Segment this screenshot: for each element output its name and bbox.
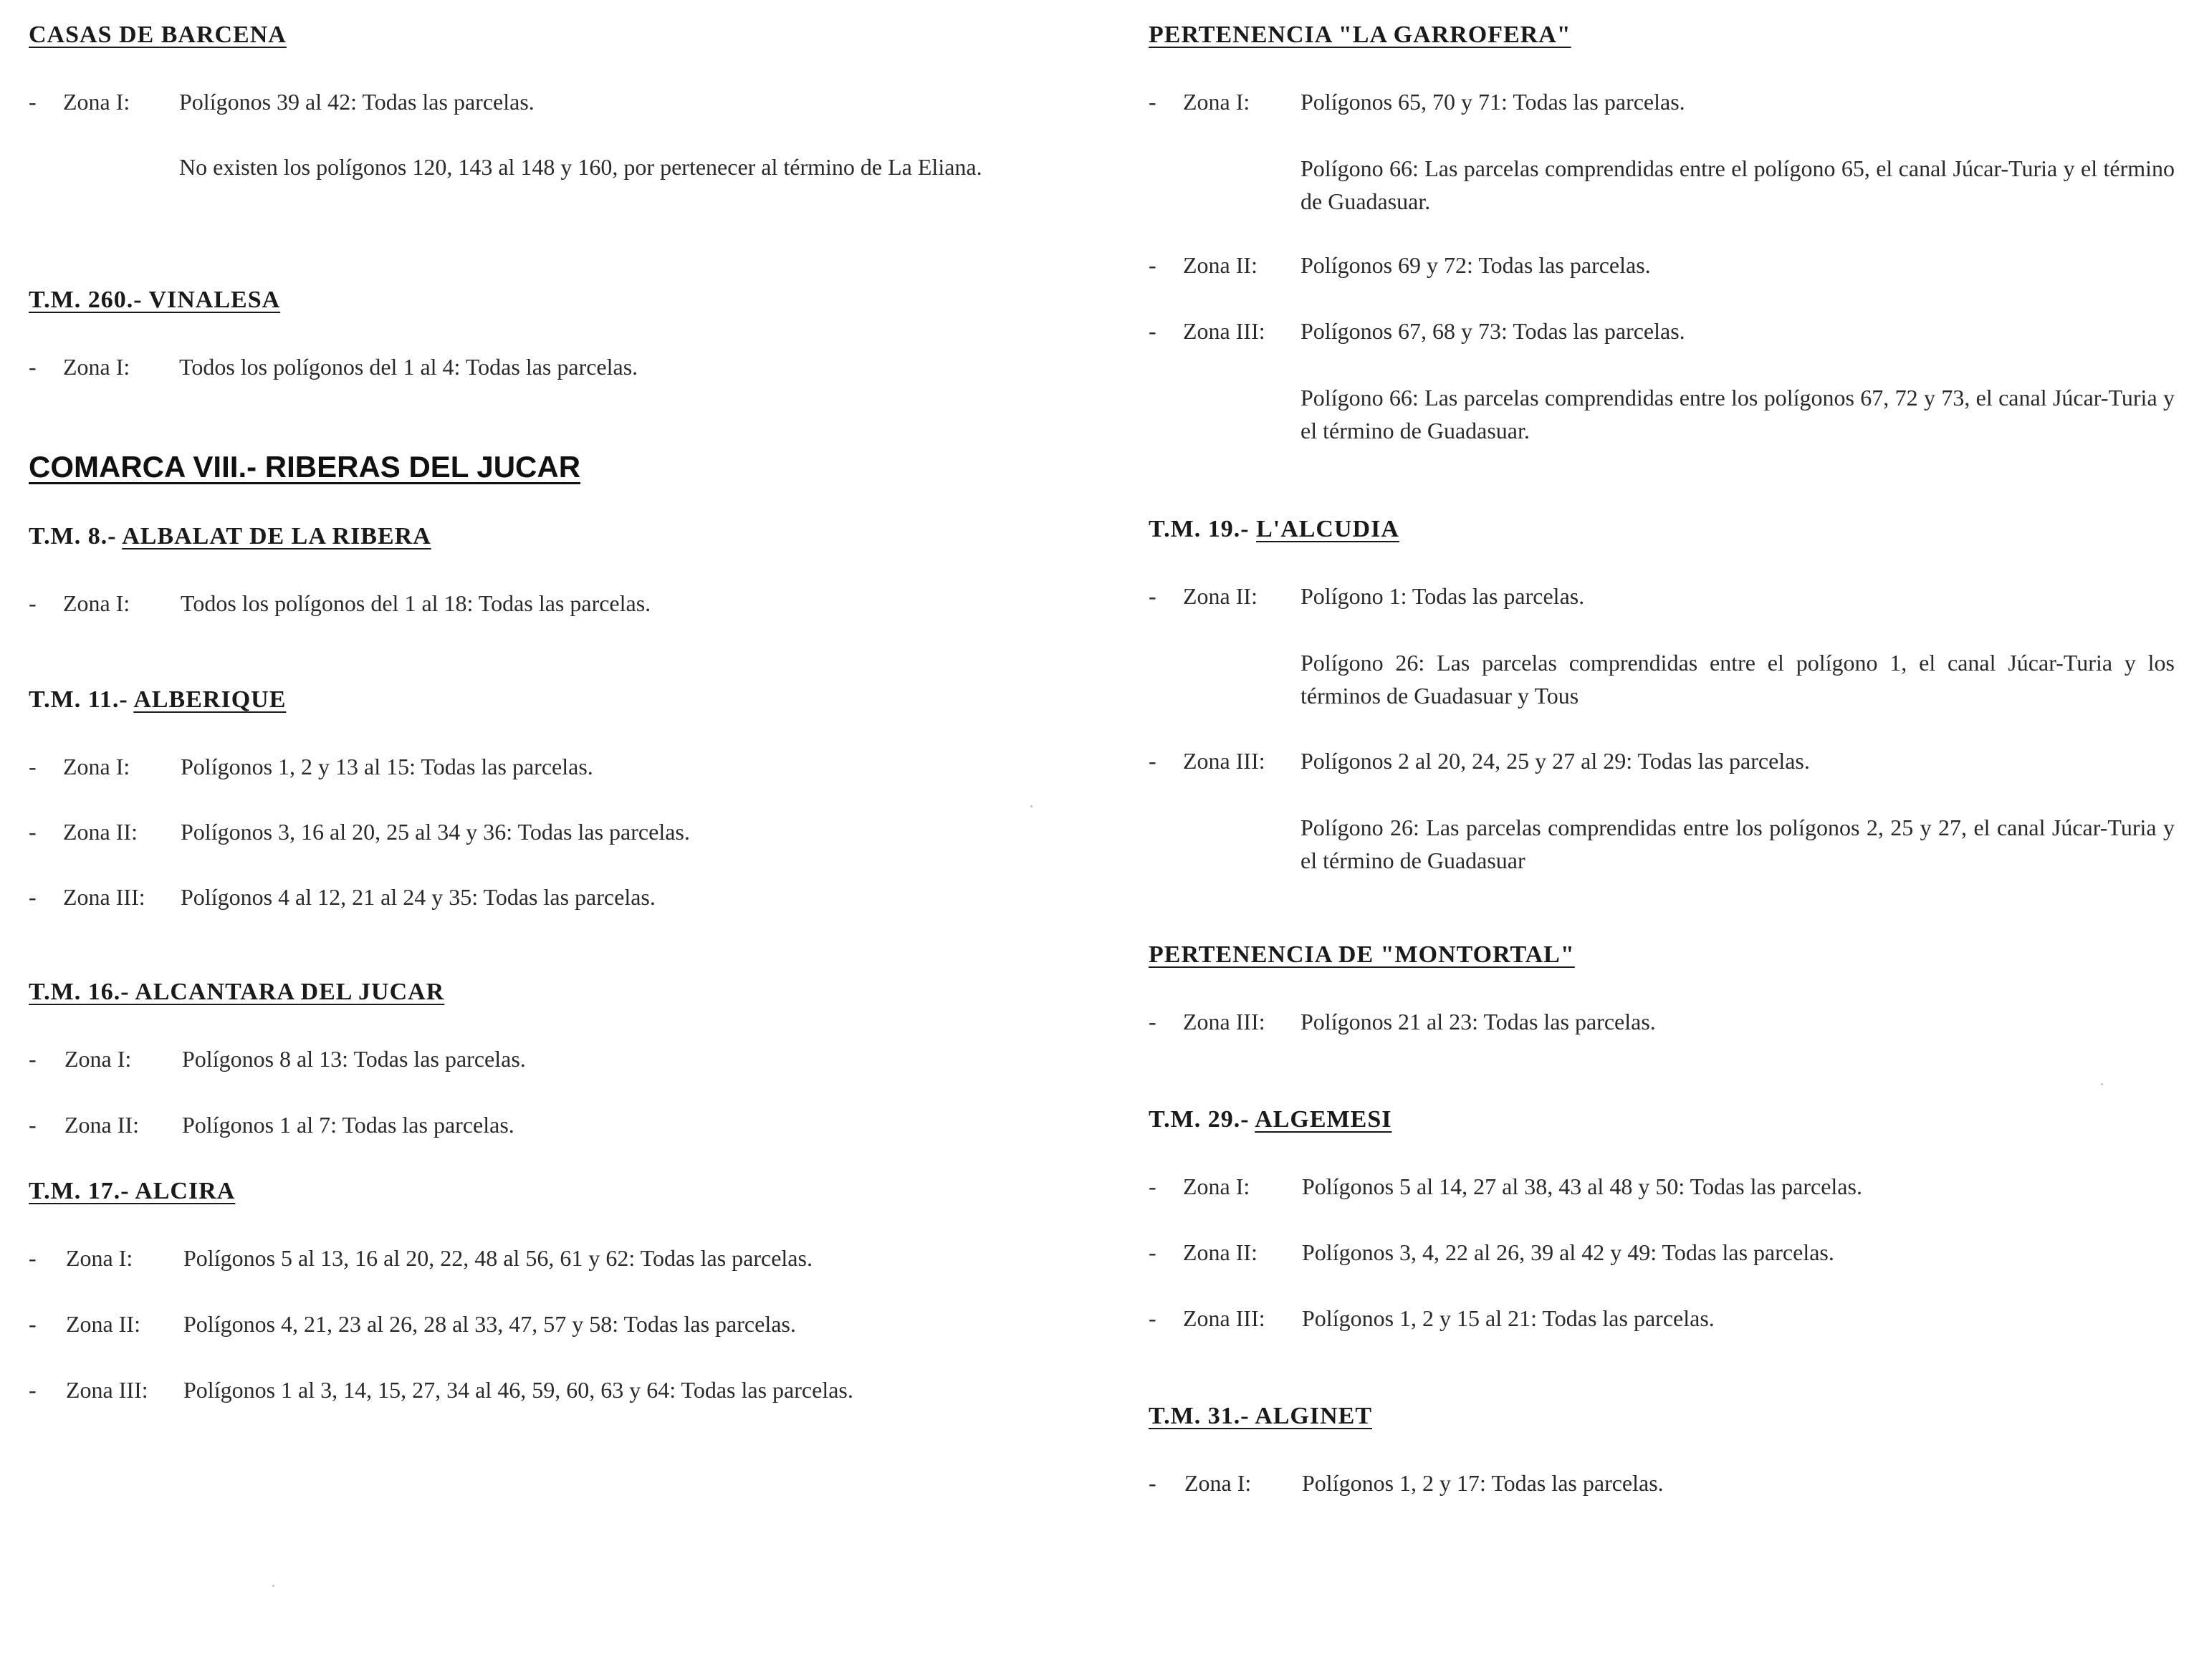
bullet-dash: - [1149,89,1156,115]
zona-text: Polígonos 8 al 13: Todas las parcelas. [182,1046,526,1072]
zona-label: Zona III: [1183,1305,1265,1331]
zona-text: Polígonos 3, 4, 22 al 26, 39 al 42 y 49: Todas las parcelas. [1302,1239,1834,1265]
note-paragraph: No existen los polígonos 120, 143 al 148 y 160, por pertenecer al término de La Eliana. [179,154,982,180]
bullet-dash: - [1149,1173,1156,1199]
bullet-dash: - [29,1046,37,1072]
note-paragraph: Polígono 66: Las parcelas comprendidas entre el polígono 65, el canal Júcar-Turia y el término de Guadasuar. [1300,155,2175,214]
zona-text: Polígonos 2 al 20, 24, 25 y 27 al 29: Todas las parcelas. [1300,748,1810,774]
heading-name: ALBERIQUE [133,686,287,713]
zona-text: Polígonos 1 al 3, 14, 15, 27, 34 al 46, 59, 60, 63 y 64: Todas las parcelas. [183,1377,853,1403]
heading-name: ALGEMESI [1255,1106,1392,1133]
zona-label: Zona II: [1183,252,1258,278]
bullet-dash: - [29,819,37,845]
bullet-dash: - [1149,583,1156,609]
scan-speck [272,1585,274,1587]
zona-label: Zona III: [1183,318,1265,344]
zona-text: Polígonos 1, 2 y 17: Todas las parcelas. [1302,1470,1664,1496]
zona-text: Todos los polígonos del 1 al 4: Todas las parcelas. [179,354,638,380]
right-column [1097,0,2194,1680]
scan-speck [2101,1083,2103,1085]
zona-label: Zona II: [63,819,138,845]
section-heading-casas-de-barcena: CASAS DE BARCENA [29,21,287,48]
scan-speck [1030,805,1033,807]
bullet-dash: - [1149,1239,1156,1265]
bullet-dash: - [29,1311,37,1337]
zona-label: Zona I: [66,1245,133,1271]
zona-label: Zona I: [64,1046,132,1072]
zona-label: Zona II: [64,1112,139,1138]
section-heading-lalcudia [1149,516,1399,543]
heading-prefix: T.M. 8.- [29,523,117,549]
zona-label: Zona I: [63,89,130,115]
bullet-dash: - [29,1377,37,1403]
heading-name: L'ALCUDIA [1256,516,1399,542]
zona-text: Polígonos 39 al 42: Todas las parcelas. [179,89,535,115]
zona-label: Zona II: [66,1311,140,1337]
zona-text: Polígonos 69 y 72: Todas las parcelas. [1300,252,1651,278]
zona-text: Polígonos 21 al 23: Todas las parcelas. [1300,1009,1656,1035]
note-paragraph: Polígono 66: Las parcelas comprendidas entre los polígonos 67, 72 y 73, el canal Júcar-Turia y el término de Guadasuar. [1300,385,2175,443]
zona-text: Polígonos 5 al 13, 16 al 20, 22, 48 al 56, 61 y 62: Todas las parcelas. [183,1245,813,1271]
bullet-dash: - [29,884,37,910]
section-heading-montortal: PERTENENCIA DE "MONTORTAL" [1149,941,1575,968]
bullet-dash: - [1149,1009,1156,1035]
zona-text: Polígonos 3, 16 al 20, 25 al 34 y 36: Todas las parcelas. [181,819,690,845]
bullet-dash: - [1149,748,1156,774]
bullet-dash: - [1149,1470,1156,1496]
heading-prefix: T.M. 29.- [1149,1106,1250,1133]
note-paragraph: Polígono 26: Las parcelas comprendidas entre los polígonos 2, 25 y 27, el canal Júcar-Turia y el término de Guadasuar [1300,815,2175,873]
zona-text: Polígonos 1 al 7: Todas las parcelas. [182,1112,514,1138]
zona-label: Zona II: [1183,1239,1258,1265]
zona-label: Zona I: [63,754,130,779]
section-heading-alberique [29,686,286,714]
zona-text: Polígonos 67, 68 y 73: Todas las parcelas. [1300,318,1685,344]
zona-label: Zona I: [1183,89,1250,115]
heading-prefix: T.M. 19.- [1149,516,1250,542]
zona-label: Zona III: [63,884,145,910]
zona-text: Polígonos 65, 70 y 71: Todas las parcelas. [1300,89,1685,115]
heading-prefix: T.M. 11.- [29,686,128,713]
bullet-dash: - [29,89,37,115]
zona-label: Zona I: [63,354,130,380]
bullet-dash: - [29,590,37,616]
zona-label: Zona I: [1184,1470,1252,1496]
zona-label: Zona III: [1183,1009,1265,1035]
zona-text: Todos los polígonos del 1 al 18: Todas las parcelas. [181,590,651,616]
heading-name: ALBALAT DE LA RIBERA [122,523,431,549]
zona-label: Zona II: [1183,583,1258,609]
zona-text: Polígonos 1, 2 y 13 al 15: Todas las parcelas. [181,754,593,779]
section-heading-la-garrofera: PERTENENCIA "LA GARROFERA" [1149,21,1571,48]
zona-label: Zona I: [1183,1173,1250,1199]
zona-text: Polígono 1: Todas las parcelas. [1300,583,1585,609]
section-heading-alcira: T.M. 17.- ALCIRA [29,1178,236,1204]
section-heading-algemesi [1149,1106,1391,1133]
zona-text: Polígonos 5 al 14, 27 al 38, 43 al 48 y 50: Todas las parcelas. [1302,1173,1862,1199]
bullet-dash: - [29,1245,37,1271]
bullet-dash: - [29,1112,37,1138]
zona-text: Polígonos 4, 21, 23 al 26, 28 al 33, 47, 57 y 58: Todas las parcelas. [183,1311,796,1337]
zona-text: Polígonos 1, 2 y 15 al 21: Todas las parcelas. [1302,1305,1715,1331]
zona-label: Zona III: [1183,748,1265,774]
bullet-dash: - [29,354,37,380]
bullet-dash: - [1149,1305,1156,1331]
zona-label: Zona III: [66,1377,148,1403]
section-heading-alginet: T.M. 31.- ALGINET [1149,1403,1373,1429]
bullet-dash: - [1149,252,1156,278]
bullet-dash: - [1149,318,1156,344]
comarca-heading: COMARCA VIII.- RIBERAS DEL JUCAR [29,450,581,484]
note-paragraph: Polígono 26: Las parcelas comprendidas entre el polígono 1, el canal Júcar-Turia y los términos de Guadasuar y Tous [1300,650,2175,709]
section-heading-vinalesa: T.M. 260.- VINALESA [29,287,281,313]
bullet-dash: - [29,754,37,779]
zona-label: Zona I: [63,590,130,616]
zona-text: Polígonos 4 al 12, 21 al 24 y 35: Todas las parcelas. [181,884,656,910]
section-heading-albalat [29,523,431,550]
section-heading-alcantara: T.M. 16.- ALCANTARA DEL JUCAR [29,979,445,1005]
